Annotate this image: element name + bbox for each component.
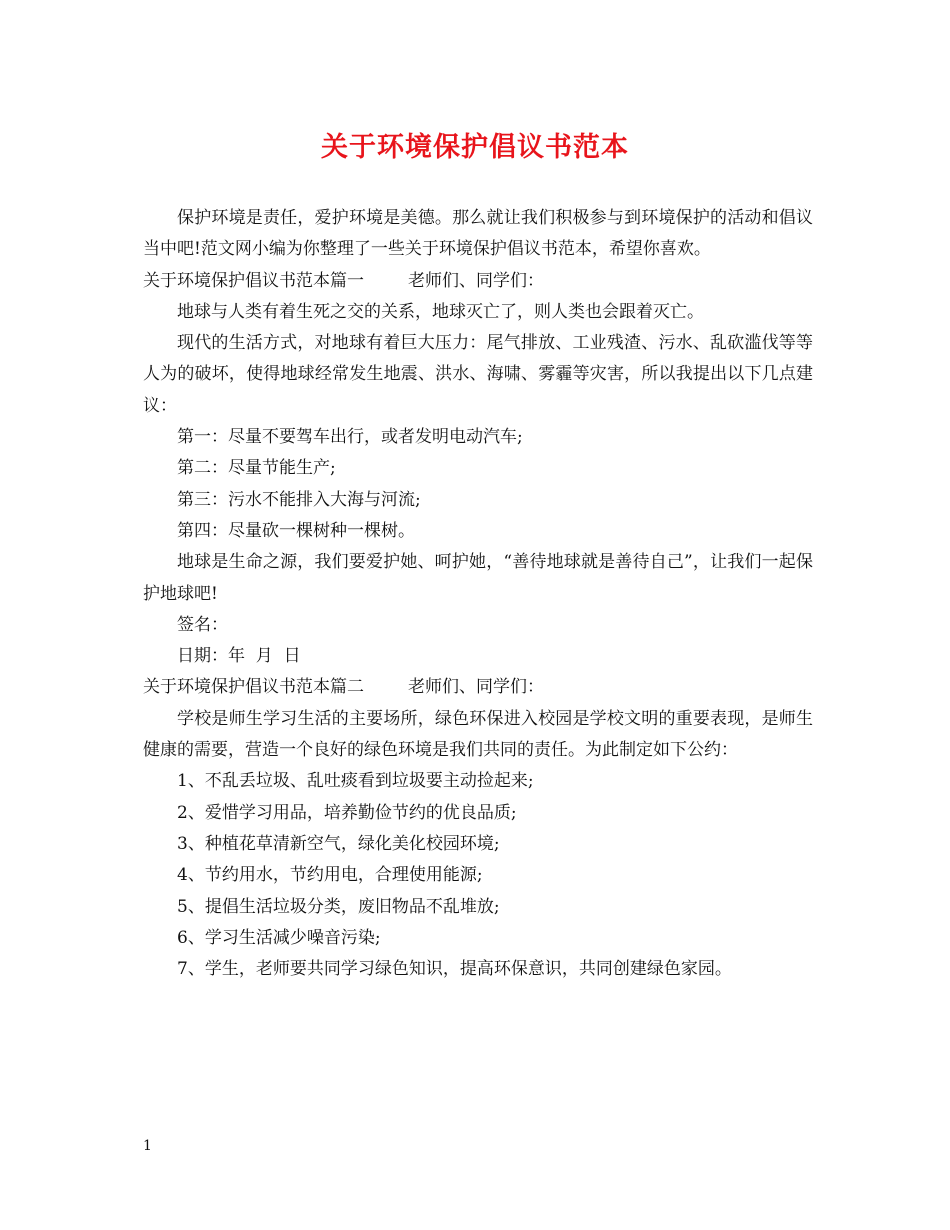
document-title: 关于环境保护倡议书范本 (321, 132, 629, 163)
section1-list-item: 第二：尽量节能生产; (177, 458, 336, 479)
section2-list-item: 4、节约用水，节约用电，合理使用能源; (177, 865, 483, 886)
section2-heading: 关于环境保护倡议书范本篇二 (143, 677, 364, 698)
document-body (143, 203, 813, 985)
section2-salutation: 老师们、同学们： (408, 677, 544, 698)
section2-list-item: 2、爱惜学习用品，培养勤俭节约的优良品质; (177, 802, 517, 823)
section2-paragraph: 学校是师生学习生活的主要场所，绿色环保进入校园是学校文明的重要表现，是师生健康的需要，营造一个良好的绿色环境是我们共同的责任。为此制定如下公约： (143, 708, 813, 761)
section2-heading-line (143, 672, 813, 703)
section2-list-item: 6、学习生活减少噪音污染; (177, 927, 381, 948)
page-number: 1 (143, 1138, 152, 1154)
section1-paragraph: 地球与人类有着生死之交的关系，地球灭亡了，则人类也会跟着灭亡。 (177, 301, 704, 322)
section1-date: 日期：年 月 日 (177, 646, 301, 667)
intro-paragraph: 保护环境是责任，爱护环境是美德。那么就让我们积极参与到环境保护的活动和倡议当中吧!范文网小编为你整理了一些关于环境保护倡议书范本，希望你喜欢。 (143, 208, 813, 260)
section1-closing: 地球是生命之源，我们要爱护她、呵护她，“善待地球就是善待自己”，让我们一起保护地球吧! (143, 552, 813, 604)
section2-list-item: 7、学生，老师要共同学习绿色知识，提高环保意识，共同创建绿色家园。 (177, 959, 732, 980)
section1-signature: 签名： (177, 614, 228, 635)
section2-list-item: 3、种植花草清新空气，绿化美化校园环境; (177, 833, 500, 854)
section1-heading: 关于环境保护倡议书范本篇一 (143, 270, 364, 291)
section2-list-item: 5、提倡生活垃圾分类，废旧物品不乱堆放; (177, 896, 500, 917)
section1-salutation: 老师们、同学们： (408, 270, 544, 291)
section2-list-item: 1、不乱丢垃圾、乱吐痰看到垃圾要主动捡起来; (177, 771, 534, 792)
section1-list-item: 第一：尽量不要驾车出行，或者发明电动汽车; (177, 427, 523, 448)
section1-heading-line (143, 266, 813, 297)
section1-list-item: 第四：尽量砍一棵树种一棵树。 (177, 520, 415, 541)
section1-list-item: 第三：污水不能排入大海与河流; (177, 489, 421, 510)
section1-paragraph: 现代的生活方式，对地球有着巨大压力：尾气排放、工业残渣、污水、乱砍滥伐等等人为的破坏，使得地球经常发生地震、洪水、海啸、雾霾等灾害，所以我提出以下几点建议： (143, 333, 813, 416)
